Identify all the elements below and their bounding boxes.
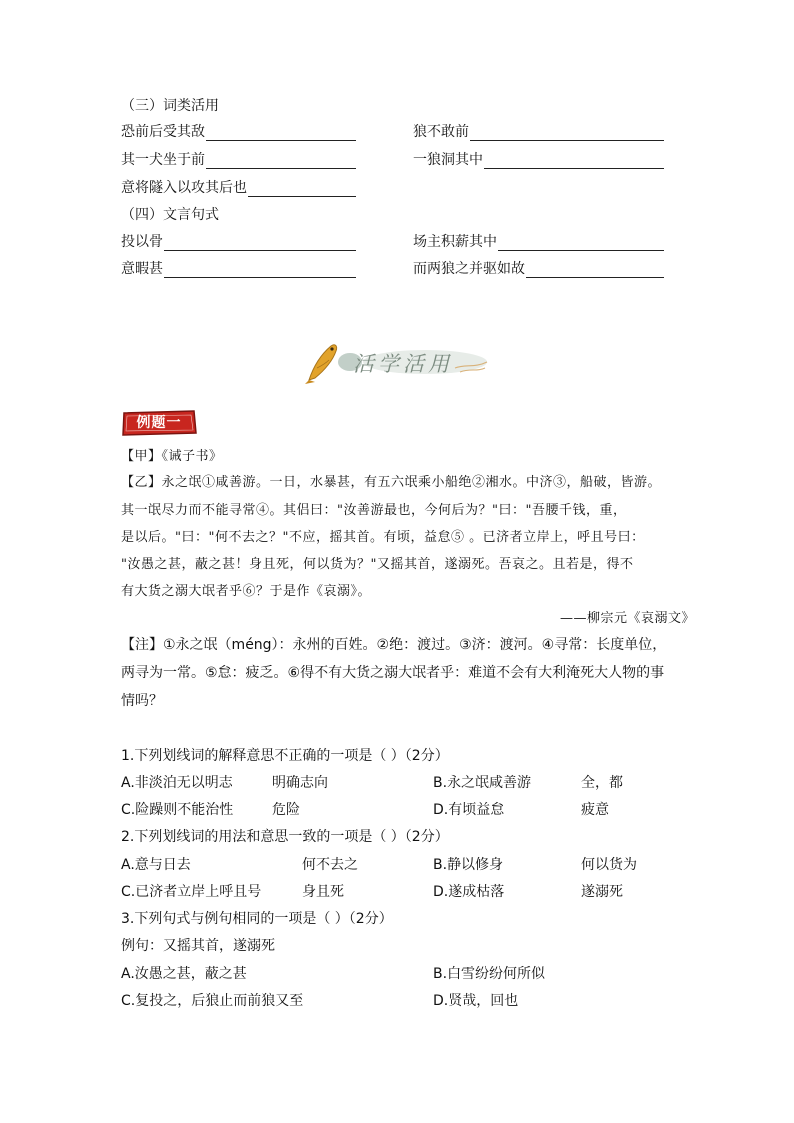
answer-blank[interactable] (470, 126, 664, 141)
passage-line: 有大货之溺大氓者乎⑥？于是作《哀溺》。 (121, 584, 372, 599)
passage-jia: 【甲】《诫子书》 (121, 449, 223, 464)
answer-blank[interactable] (484, 154, 664, 169)
option-q1-c[interactable] (121, 801, 233, 819)
option-text: 静以修身 (447, 857, 504, 873)
option-text: 汝愚之甚，蔽之甚 (134, 966, 247, 982)
answer-blank[interactable] (248, 182, 356, 197)
fill-item (413, 123, 664, 141)
option-gloss: 何不去之 (302, 857, 358, 873)
example-label (121, 410, 197, 436)
option-letter: B. (433, 966, 448, 982)
fill-item-text: 意暇甚 (121, 261, 163, 277)
fill-item (121, 233, 356, 251)
option-q1-a[interactable] (121, 774, 233, 792)
fill-item-text: 而两狼之并驱如故 (413, 261, 525, 277)
option-text: 遂成枯落 (448, 884, 505, 900)
passage-source: ——柳宗元《哀溺文》 (560, 611, 696, 626)
answer-blank[interactable] (164, 236, 356, 251)
option-letter: D. (433, 993, 449, 1009)
question-2: 2.下列划线词的用法和意思一致的一项是（ ）（2分） (121, 829, 449, 845)
question-1: 1.下列划线词的解释意思不正确的一项是（ ）（2分） (121, 748, 449, 764)
option-text: 意与日去 (134, 857, 191, 873)
option-q1-b[interactable] (433, 774, 531, 792)
notes-line: 情吗？ (121, 693, 163, 709)
option-text: 贤哉，回也 (448, 993, 519, 1009)
option-gloss: 危险 (272, 802, 300, 818)
option-text: 永之氓咸善游 (447, 775, 532, 791)
fill-item-text: 一狼洞其中 (413, 152, 483, 168)
fill-item (413, 233, 664, 251)
option-gloss: 疲意 (581, 802, 609, 818)
option-text: 白雪纷纷何所似 (447, 966, 546, 982)
option-letter: A. (121, 857, 135, 873)
option-letter: C. (121, 802, 136, 818)
fill-item-text: 意将隧入以攻其后也 (121, 180, 247, 196)
option-letter: C. (121, 993, 136, 1009)
answer-blank[interactable] (164, 263, 356, 278)
option-letter: A. (121, 775, 135, 791)
fill-item-text: 狼不敢前 (413, 124, 469, 140)
fill-item (413, 151, 664, 169)
option-letter: D. (433, 802, 449, 818)
answer-blank[interactable] (206, 154, 356, 169)
option-q2-b[interactable] (433, 856, 503, 874)
option-letter: B. (433, 775, 448, 791)
option-gloss: 全，都 (581, 775, 623, 791)
option-letter: A. (121, 966, 135, 982)
option-q2-c[interactable] (121, 883, 261, 901)
option-q2-d[interactable] (433, 883, 504, 901)
answer-blank[interactable] (206, 126, 356, 141)
option-q3-d[interactable] (433, 992, 518, 1010)
fill-item (121, 260, 356, 278)
fill-item-text: 其一犬坐于前 (121, 152, 205, 168)
option-q2-a[interactable] (121, 856, 191, 874)
passage-line: 其一氓尽力而不能寻常④。其侣曰："汝善游最也，今何后为？"曰："吾腰千钱，重， (121, 503, 627, 518)
passage-line: 【乙】永之氓①咸善游。一日，水暴甚，有五六氓乘小船绝②湘水。中济③，船破，皆游。 (121, 475, 662, 490)
practice-banner (305, 338, 490, 384)
question-3-example: 例句：又摇其首，遂溺死 (121, 938, 275, 954)
section-3-title: （三）词类活用 (121, 98, 219, 114)
answer-blank[interactable] (526, 263, 664, 278)
fill-item-text: 恐前后受其敌 (121, 124, 205, 140)
notes-line: 两寻为一常。⑤怠：疲乏。⑥得不有大货之溺大氓者乎：难道不会有大利淹死大人物的事 (121, 665, 665, 681)
option-text: 有顷益怠 (448, 802, 505, 818)
option-text: 已济者立岸上呼且号 (135, 884, 262, 900)
option-q1-d[interactable] (433, 801, 504, 819)
fill-item (413, 260, 664, 278)
option-q3-a[interactable] (121, 965, 247, 983)
passage-line: "汝愚之甚，蔽之甚！身且死，何以货为？"又摇其首，遂溺死。吾哀之。且若是，得不 (121, 557, 634, 572)
fill-item-text: 投以骨 (121, 234, 163, 250)
answer-blank[interactable] (498, 236, 664, 251)
notes-line: 【注】①永之氓（méng）：永州的百姓。②绝：渡过。③济：渡河。④寻常：长度单位， (121, 637, 667, 653)
fill-item (121, 179, 356, 197)
option-text: 复投之，后狼止而前狼又至 (135, 993, 304, 1009)
question-3: 3.下列句式与例句相同的一项是（ ）（2分） (121, 911, 393, 927)
option-text: 险躁则不能治性 (135, 802, 234, 818)
option-text: 非淡泊无以明志 (134, 775, 233, 791)
example-label-text: 例题一 (136, 415, 182, 431)
option-letter: D. (433, 884, 449, 900)
option-q3-c[interactable] (121, 992, 303, 1010)
option-q3-b[interactable] (433, 965, 545, 983)
option-letter: B. (433, 857, 448, 873)
fill-item-text: 场主积薪其中 (413, 234, 497, 250)
option-gloss: 明确志向 (272, 775, 328, 791)
option-gloss: 何以货为 (581, 857, 637, 873)
option-gloss: 遂溺死 (581, 884, 623, 900)
option-letter: C. (121, 884, 136, 900)
passage-line: 是以后。"曰："何不去之？"不应，摇其首。有顷，益怠⑤ 。已济者立岸上，呼且号曰： (121, 530, 645, 545)
banner-title: 活学活用 (353, 352, 453, 376)
fill-item (121, 123, 356, 141)
option-gloss: 身且死 (302, 884, 344, 900)
fill-item (121, 151, 356, 169)
section-4-title: （四）文言句式 (121, 207, 219, 223)
